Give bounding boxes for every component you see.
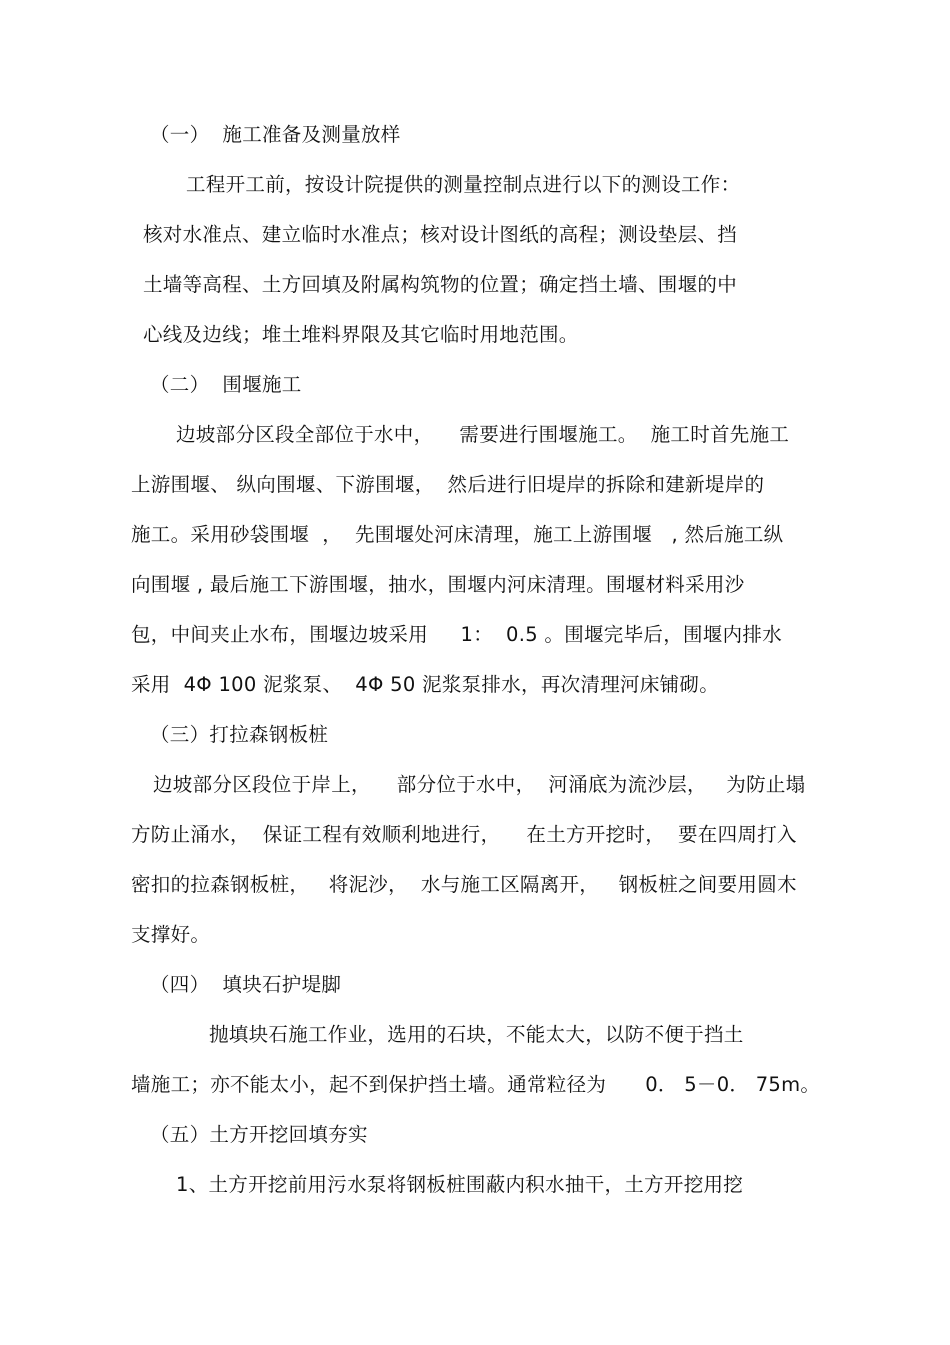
paragraph-line: 方防止涌水， 保证工程有效顺利地进行， 在土方开挖时， 要在四周打入 bbox=[131, 823, 797, 846]
section-heading-1: （一） 施工准备及测量放样 bbox=[150, 123, 401, 146]
section-heading-5: （五）土方开挖回填夯实 bbox=[150, 1123, 368, 1146]
section-heading-3: （三）打拉森钢板桩 bbox=[150, 723, 329, 746]
paragraph-line: 1、土方开挖前用污水泵将钢板桩围蔽内积水抽干，土方开挖用挖 bbox=[176, 1173, 744, 1196]
section-heading-2: （二） 围堰施工 bbox=[150, 373, 302, 396]
paragraph-line: 施工。采用砂袋围堰 ， 先围堰处河床清理，施工上游围堰 , 然后施工纵 bbox=[131, 523, 784, 546]
section-heading-4: （四） 填块石护堤脚 bbox=[150, 973, 342, 996]
paragraph-line: 上游围堰、 纵向围堰、下游围堰， 然后进行旧堤岸的拆除和建新堤岸的 bbox=[131, 473, 765, 496]
paragraph-line: 土墙等高程、土方回填及附属构筑物的位置；确定挡土墙、围堰的中 bbox=[143, 273, 738, 296]
paragraph-line: 包，中间夹止水布，围堰边坡采用 1： 0.5 。围堰完毕后，围堰内排水 bbox=[131, 623, 783, 646]
paragraph-line: 向围堰 , 最后施工下游围堰，抽水，围堰内河床清理。围堰材料采用沙 bbox=[131, 573, 745, 596]
paragraph-line: 核对水准点、建立临时水准点；核对设计图纸的高程；测设垫层、挡 bbox=[143, 223, 738, 246]
paragraph-line: 边坡部分区段位于岸上， 部分位于水中， 河涌底为流沙层， 为防止塌 bbox=[153, 773, 806, 796]
paragraph-line: 墙施工；亦不能太小，起不到保护挡土墙。通常粒径为 0． 5－0． 75m。 bbox=[131, 1073, 821, 1096]
paragraph-line: 抛填块石施工作业，选用的石块，不能太大，以防不便于挡土 bbox=[209, 1023, 744, 1046]
paragraph-line: 密扣的拉森钢板桩， 将泥沙， 水与施工区隔离开， 钢板桩之间要用圆木 bbox=[131, 873, 797, 896]
paragraph-line: 工程开工前，按设计院提供的测量控制点进行以下的测设工作： bbox=[186, 173, 741, 196]
paragraph-line: 采用 4Φ 100 泥浆泵、 4Φ 50 泥浆泵排水，再次清理河床铺砌。 bbox=[131, 673, 720, 696]
paragraph-line: 心线及边线；堆土堆料界限及其它临时用地范围。 bbox=[143, 323, 579, 346]
paragraph-line: 支撑好。 bbox=[131, 923, 211, 946]
paragraph-line: 边坡部分区段全部位于水中， 需要进行围堰施工。 施工时首先施工 bbox=[176, 423, 790, 446]
